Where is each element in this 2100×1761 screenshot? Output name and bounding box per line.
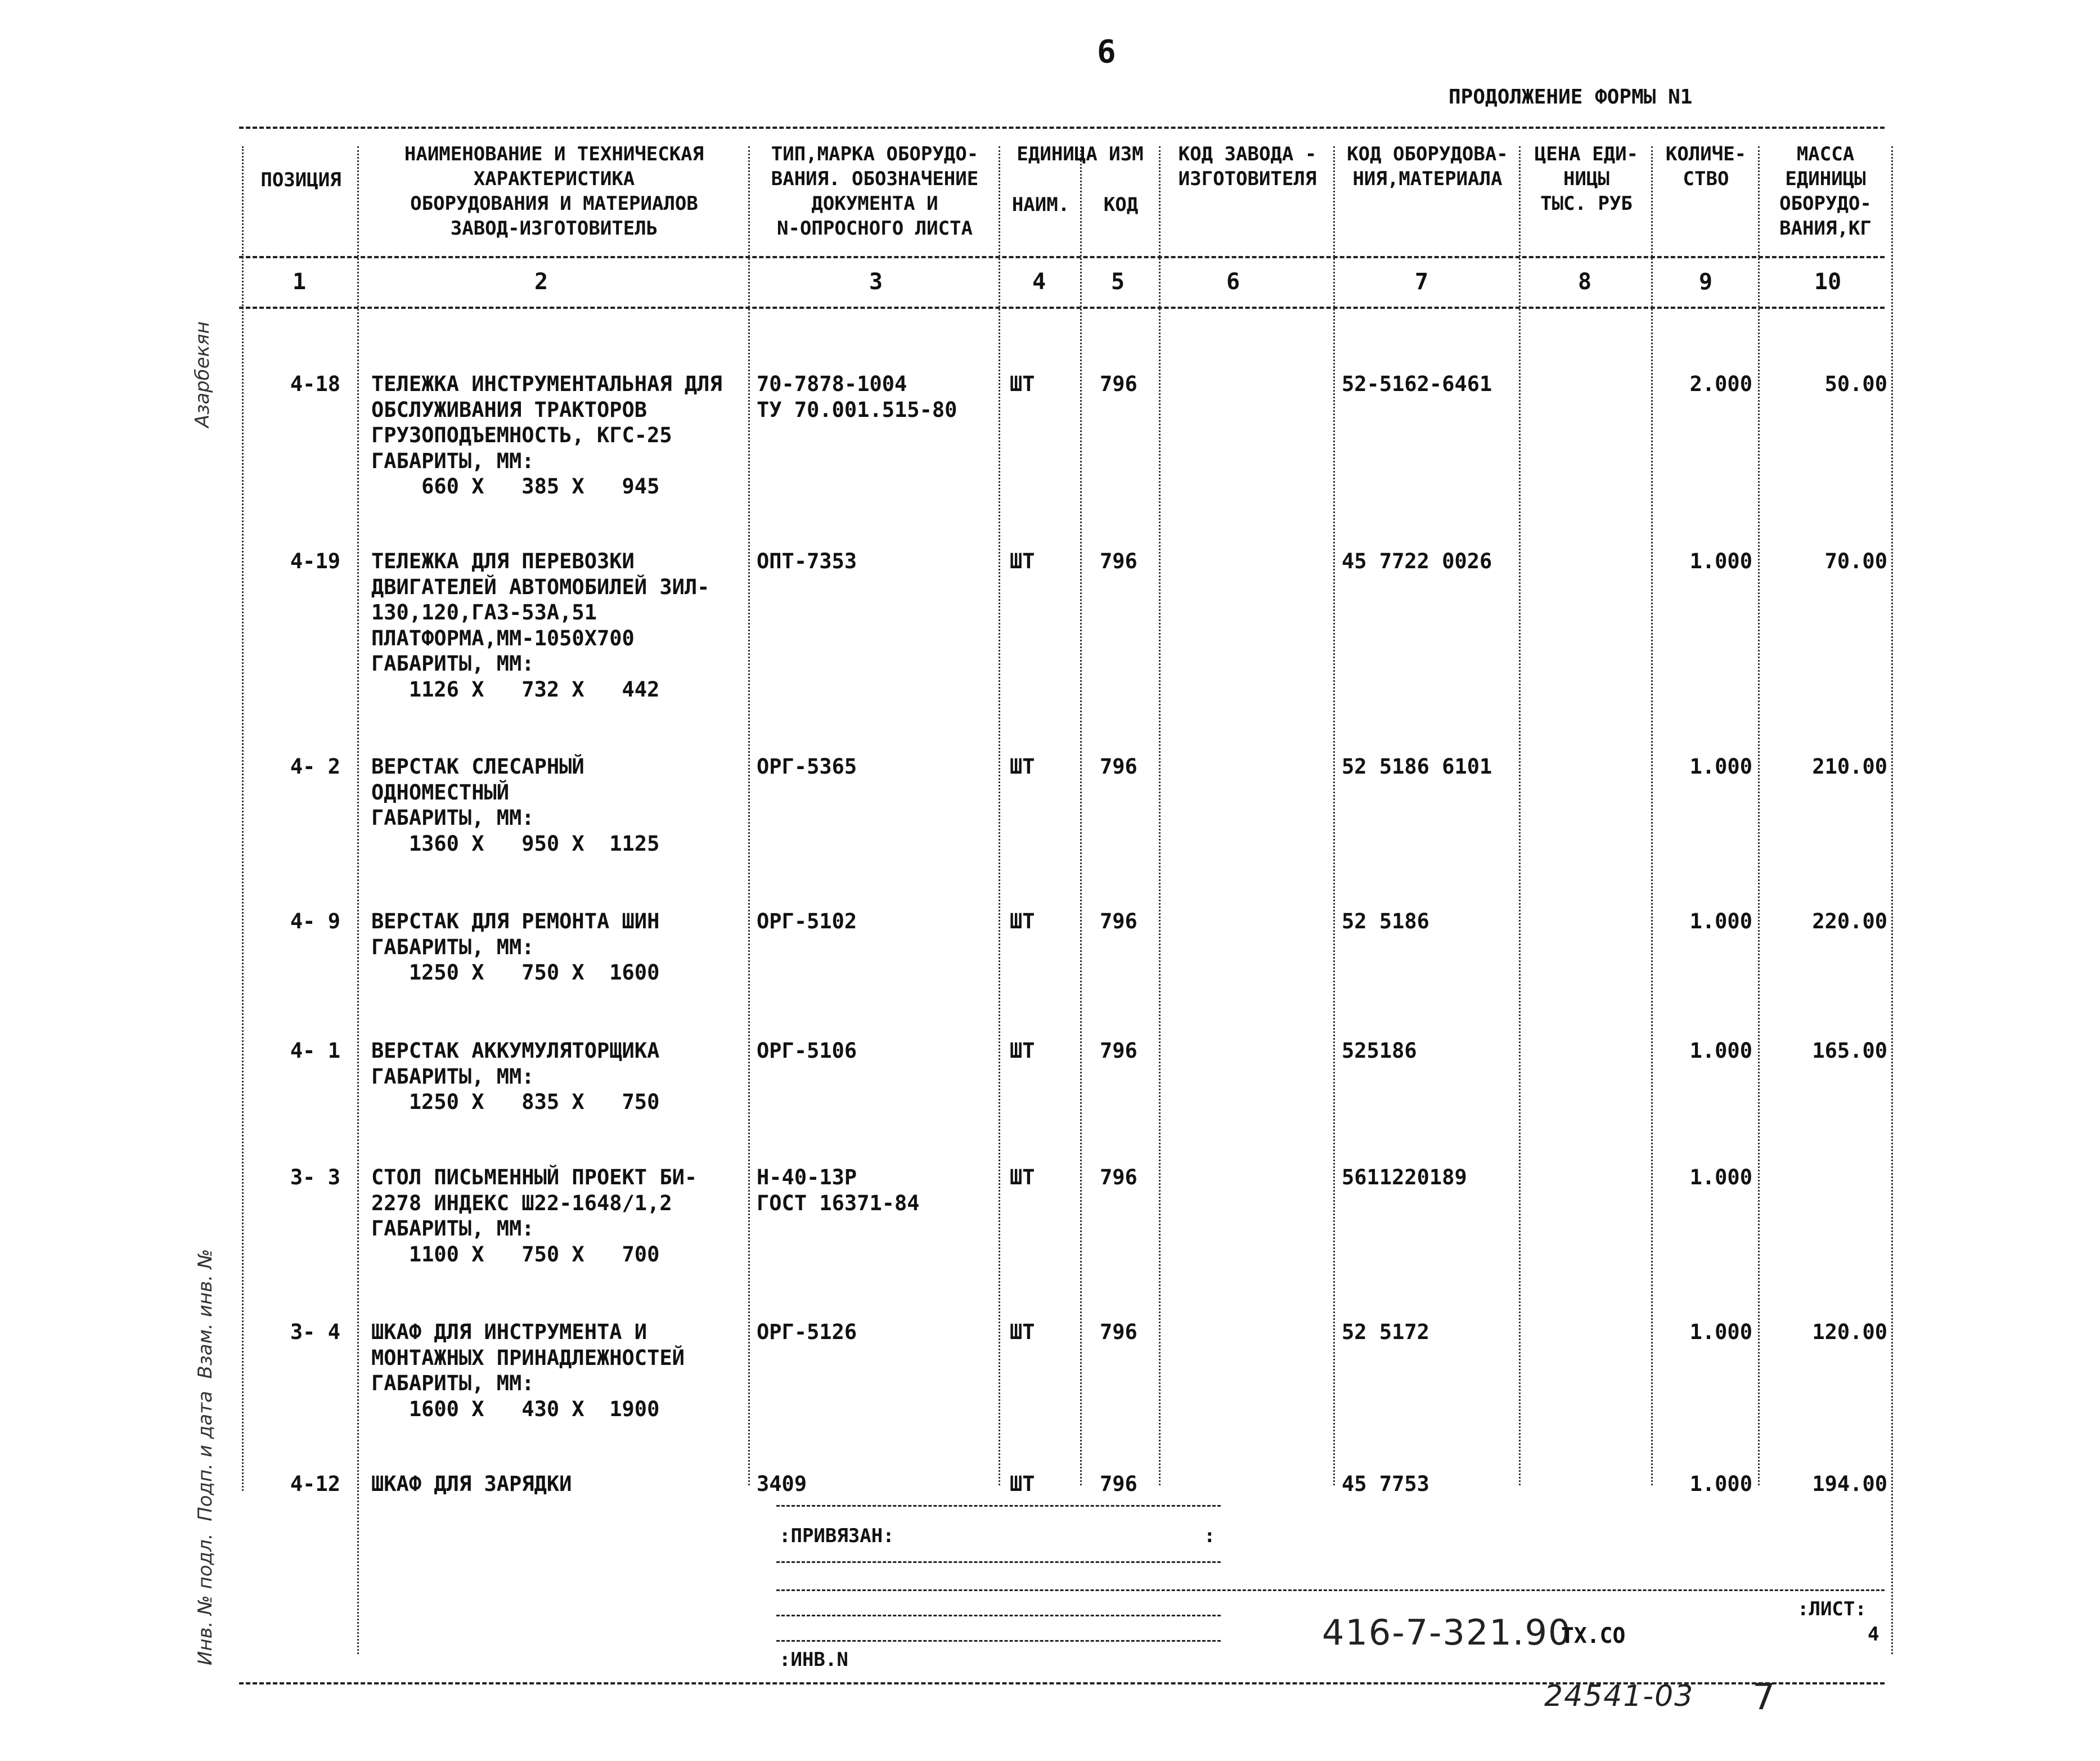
row-name-line: ВЕРСТАК ДЛЯ РЕМОНТА ШИН xyxy=(371,909,660,933)
column-number: 10 xyxy=(1814,269,1842,295)
header-unit-name: НАИМ. xyxy=(1011,194,1070,216)
row-unit-code: 796 xyxy=(1100,1472,1137,1496)
row-type-line: ОРГ-5126 xyxy=(757,1320,857,1344)
side-note-bottom: Инв. № подл. Подп. и дата Взам. инв. № xyxy=(194,1248,217,1665)
row-unit: ШТ xyxy=(1010,1039,1035,1063)
row-type-line: ОРГ-5365 xyxy=(757,754,857,779)
row-quantity: 1.000 xyxy=(1689,909,1752,933)
row-quantity: 1.000 xyxy=(1689,1165,1752,1189)
column-number: 8 xyxy=(1578,269,1592,295)
row-mass: 210.00 xyxy=(1812,754,1887,779)
header-name: НАИМЕНОВАНИЕ И ТЕХНИЧЕСКАЯ ХАРАКТЕРИСТИКА ОБОРУДОВАНИЯ И МАТЕРИАЛОВ ЗАВОД-ИЗГОТОВИТЕЛЬ xyxy=(404,143,704,240)
row-position: 3- 4 xyxy=(290,1320,340,1344)
col-sep xyxy=(1891,146,1893,1654)
row-name-line: ПЛАТФОРМА,ММ-1050Х700 xyxy=(371,626,635,650)
row-name-line: ГАБАРИТЫ, ММ: xyxy=(371,652,534,676)
row-equipment-code: 5611220189 xyxy=(1342,1165,1467,1189)
col-sep xyxy=(1159,146,1161,1485)
row-position: 4-19 xyxy=(290,549,340,573)
row-mass: 194.00 xyxy=(1812,1472,1887,1496)
row-name-line: МОНТАЖНЫХ ПРИНАДЛЕЖНОСТЕЙ xyxy=(371,1345,685,1370)
row-quantity: 1.000 xyxy=(1689,549,1752,573)
stamp-rule xyxy=(776,1561,1221,1563)
header-unit: ЕДИНИЦА ИЗМ xyxy=(1017,143,1144,165)
archive-number: 24541-03 xyxy=(1544,1679,1694,1713)
row-name-line: ШКАФ ДЛЯ ЗАРЯДКИ xyxy=(371,1472,572,1496)
rule-header-bottom xyxy=(239,256,1885,258)
row-type-line: ГОСТ 16371-84 xyxy=(757,1191,920,1215)
header-quantity: КОЛИЧЕ- СТВО xyxy=(1665,143,1747,190)
row-name-line: ГАБАРИТЫ, ММ: xyxy=(371,1216,534,1241)
row-name-line: ГАБАРИТЫ, ММ: xyxy=(371,1064,534,1089)
row-unit-code: 796 xyxy=(1100,1320,1137,1344)
row-name-line: 1250 X 750 X 1600 xyxy=(371,960,660,985)
row-mass: 70.00 xyxy=(1824,549,1887,573)
row-quantity: 2.000 xyxy=(1689,372,1752,396)
row-unit-code: 796 xyxy=(1100,1165,1137,1189)
stamp-rule xyxy=(776,1640,1221,1642)
stamp-rule xyxy=(776,1589,1885,1591)
sheet-number: 4 xyxy=(1868,1623,1879,1646)
header-type: ТИП,МАРКА ОБОРУДО- ВАНИЯ. ОБОЗНАЧЕНИЕ ДОКУМЕНТА И N-ОПРОСНОГО ЛИСТА xyxy=(771,143,979,240)
row-quantity: 1.000 xyxy=(1689,1039,1752,1063)
row-equipment-code: 52 5186 xyxy=(1342,909,1429,933)
header-equip-code: КОД ОБОРУДОВА- НИЯ,МАТЕРИАЛА xyxy=(1347,143,1508,190)
col-sep xyxy=(748,146,750,1485)
row-name-line: ГАБАРИТЫ, ММ: xyxy=(371,806,534,830)
document-suffix: ТХ.СО xyxy=(1561,1623,1626,1648)
row-name-line: ТЕЛЕЖКА ИНСТРУМЕНТАЛЬНАЯ ДЛЯ xyxy=(371,372,722,396)
row-name-line: 1126 X 732 X 442 xyxy=(371,677,660,702)
row-unit: ШТ xyxy=(1010,1472,1035,1496)
row-name-line: ГРУЗОПОДЪЕМНОСТЬ, КГС-25 xyxy=(371,423,672,447)
row-unit-code: 796 xyxy=(1100,372,1137,396)
row-quantity: 1.000 xyxy=(1689,754,1752,779)
col-sep xyxy=(1080,146,1082,1485)
column-number: 3 xyxy=(869,269,883,295)
row-name-line: 1360 X 950 X 1125 xyxy=(371,831,660,856)
row-position: 4- 9 xyxy=(290,909,340,933)
row-name-line: 1100 X 750 X 700 xyxy=(371,1242,660,1266)
row-type-line: ОПТ-7353 xyxy=(757,549,857,573)
row-equipment-code: 45 7722 0026 xyxy=(1342,549,1492,573)
row-name-line: ШКАФ ДЛЯ ИНСТРУМЕНТА И xyxy=(371,1320,647,1344)
row-equipment-code: 525186 xyxy=(1342,1039,1417,1063)
row-unit-code: 796 xyxy=(1100,549,1137,573)
row-name-line: ВЕРСТАК АККУМУЛЯТОРЩИКА xyxy=(371,1039,660,1063)
row-equipment-code: 52 5172 xyxy=(1342,1320,1429,1344)
row-position: 4-18 xyxy=(290,372,340,396)
row-name-line: 130,120,ГАЗ-53А,51 xyxy=(371,600,597,625)
row-name-line: 660 X 385 X 945 xyxy=(371,474,660,498)
row-name-line: 1600 X 430 X 1900 xyxy=(371,1396,660,1421)
row-position: 4- 2 xyxy=(290,754,340,779)
row-unit: ШТ xyxy=(1010,1165,1035,1189)
row-unit: ШТ xyxy=(1010,1320,1035,1344)
stamp-attached-label: :ПРИВЯЗАН: xyxy=(779,1525,894,1547)
row-name-line: ДВИГАТЕЛЕЙ АВТОМОБИЛЕЙ ЗИЛ- xyxy=(371,574,710,599)
row-equipment-code: 45 7753 xyxy=(1342,1472,1429,1496)
col-sep xyxy=(999,146,1000,1485)
row-position: 4-12 xyxy=(290,1472,340,1496)
row-unit: ШТ xyxy=(1010,372,1035,396)
row-type-line: Н-40-13Р xyxy=(757,1165,857,1189)
col-sep xyxy=(1333,146,1335,1485)
row-name-line: 2278 ИНДЕКС Ш22-1648/1,2 xyxy=(371,1191,672,1215)
rule-top xyxy=(239,127,1885,129)
stamp-rule xyxy=(776,1615,1221,1616)
row-quantity: 1.000 xyxy=(1689,1472,1752,1496)
row-unit: ШТ xyxy=(1010,549,1035,573)
row-unit: ШТ xyxy=(1010,909,1035,933)
row-unit-code: 796 xyxy=(1100,1039,1137,1063)
row-unit-code: 796 xyxy=(1100,754,1137,779)
column-number: 5 xyxy=(1111,269,1125,295)
form-continuation-title: ПРОДОЛЖЕНИЕ ФОРМЫ N1 xyxy=(1449,86,1693,109)
row-type-line: ТУ 70.001.515-80 xyxy=(757,397,957,422)
row-name-line: ГАБАРИТЫ, ММ: xyxy=(371,935,534,959)
col-sep xyxy=(357,146,359,1654)
row-name-line: ГАБАРИТЫ, ММ: xyxy=(371,448,534,473)
row-name-line: ОДНОМЕСТНЫЙ xyxy=(371,780,510,805)
column-number: 4 xyxy=(1032,269,1046,295)
row-position: 4- 1 xyxy=(290,1039,340,1063)
col-sep xyxy=(1519,146,1521,1485)
row-quantity: 1.000 xyxy=(1689,1320,1752,1344)
sheet-label: :ЛИСТ: xyxy=(1797,1598,1867,1620)
row-type-line: 70-7878-1004 xyxy=(757,372,907,396)
document-code: 416-7-321.90 xyxy=(1322,1612,1572,1653)
row-name-line: 1250 X 835 X 750 xyxy=(371,1090,660,1114)
column-number: 9 xyxy=(1699,269,1713,295)
column-number: 7 xyxy=(1415,269,1429,295)
row-position: 3- 3 xyxy=(290,1165,340,1189)
row-mass: 50.00 xyxy=(1824,372,1887,396)
stamp-inv-label: :ИНВ.N xyxy=(779,1648,848,1671)
page-mark: 7 xyxy=(1752,1677,1777,1718)
header-position: ПОЗИЦИЯ xyxy=(260,169,341,191)
row-type-line: ОРГ-5102 xyxy=(757,909,857,933)
row-name-line: ВЕРСТАК СЛЕСАРНЫЙ xyxy=(371,754,584,779)
row-name-line: СТОЛ ПИСЬМЕННЫЙ ПРОЕКТ БИ- xyxy=(371,1165,698,1189)
header-plant-code: КОД ЗАВОДА - ИЗГОТОВИТЕЛЯ xyxy=(1178,143,1317,190)
row-mass: 165.00 xyxy=(1812,1039,1887,1063)
row-name-line: ОБСЛУЖИВАНИЯ ТРАКТОРОВ xyxy=(371,397,647,422)
row-type-line: ОРГ-5106 xyxy=(757,1039,857,1063)
header-mass: МАССА ЕДИНИЦЫ ОБОРУДО- ВАНИЯ,КГ xyxy=(1779,143,1872,240)
row-equipment-code: 52-5162-6461 xyxy=(1342,372,1492,396)
row-name-line: ТЕЛЕЖКА ДЛЯ ПЕРЕВОЗКИ xyxy=(371,549,635,573)
rule-colnum-bottom xyxy=(239,307,1885,309)
header-price: ЦЕНА ЕДИ- НИЦЫ ТЫС. РУБ xyxy=(1534,143,1639,215)
col-sep xyxy=(1651,146,1653,1485)
stamp-rule xyxy=(776,1505,1221,1507)
row-unit-code: 796 xyxy=(1100,909,1137,933)
row-unit: ШТ xyxy=(1010,754,1035,779)
side-note-top: Азарбекян xyxy=(191,321,214,428)
column-number: 6 xyxy=(1226,269,1240,295)
column-number: 2 xyxy=(534,269,548,295)
row-type-line: 3409 xyxy=(757,1472,807,1496)
row-name-line: ГАБАРИТЫ, ММ: xyxy=(371,1371,534,1395)
col-sep xyxy=(1758,146,1760,1485)
column-number: 1 xyxy=(293,269,307,295)
row-equipment-code: 52 5186 6101 xyxy=(1342,754,1492,779)
header-unit-code: КОД xyxy=(1103,194,1139,216)
row-mass: 120.00 xyxy=(1812,1320,1887,1344)
stamp-colon: : xyxy=(1204,1525,1216,1547)
row-mass: 220.00 xyxy=(1812,909,1887,933)
page-number: 6 xyxy=(1097,34,1116,70)
col-sep xyxy=(242,146,244,1491)
